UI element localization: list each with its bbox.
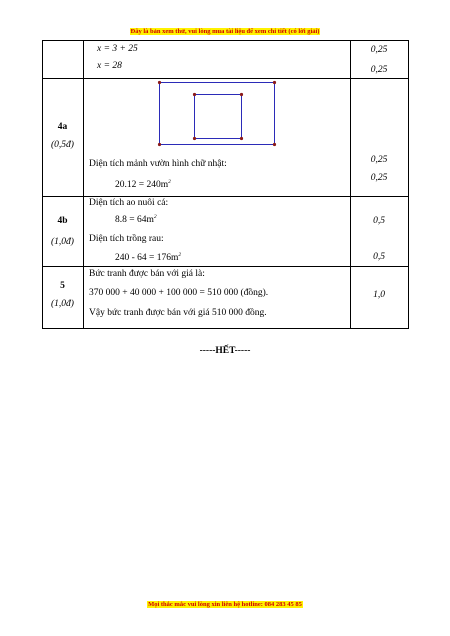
question-number: 5	[60, 281, 65, 291]
corner-point	[240, 93, 243, 96]
answer-text: Diện tích ao nuôi cá:	[89, 198, 169, 208]
answer-formula	[115, 253, 181, 264]
corner-point	[193, 93, 196, 96]
corner-point	[193, 137, 196, 140]
formula-text: 20.12 = 240m	[115, 180, 169, 191]
formula-text: 8.8 = 64m	[115, 215, 154, 226]
score: 0,25	[370, 65, 388, 75]
answer-formula	[115, 215, 157, 226]
contact-banner-text: Mọi thắc mắc vui lòng xin liên hệ hotline: 084 283 45 85	[148, 601, 302, 608]
table-row-divider	[42, 266, 408, 267]
pond-rectangle	[195, 95, 242, 139]
question-number: 4a	[57, 122, 68, 132]
score: 0,25	[370, 45, 388, 55]
garden-diagram	[150, 76, 284, 152]
corner-point	[158, 143, 161, 146]
question-points: (1,0đ)	[51, 237, 74, 247]
question-points: (1,0đ)	[51, 299, 74, 309]
corner-point	[240, 137, 243, 140]
answer-text: Diện tích mảnh vườn hình chữ nhật:	[89, 159, 227, 169]
answer-text: Vậy bức tranh được bán với giá 510 000 đồng.	[89, 308, 267, 318]
corner-point	[273, 143, 276, 146]
formula-exponent: 2	[168, 179, 171, 185]
formula-text: 240 - 64 = 176m	[115, 253, 179, 264]
answer-formula	[115, 180, 171, 191]
preview-banner-text: Đây là bản xem thử, vui lòng mua tài liệu để xem chi tiết (có lời giải)	[130, 28, 320, 35]
table-border	[408, 40, 409, 329]
question-points: (0,5đ)	[51, 140, 74, 150]
table-border	[42, 40, 408, 41]
table-column-divider	[83, 40, 84, 329]
answer-formula	[89, 289, 268, 299]
score: 0,25	[370, 173, 388, 183]
formula-exponent: 2	[153, 214, 157, 220]
score: 1,0	[373, 290, 385, 300]
table-border	[42, 328, 408, 329]
end-mark: -----HẾT-----	[199, 346, 251, 356]
preview-banner	[0, 28, 450, 35]
equation-line: x = 28	[97, 61, 122, 71]
table-row-divider	[42, 196, 408, 197]
garden-rectangle	[160, 83, 275, 145]
score: 0,25	[370, 155, 388, 165]
score: 0,5	[373, 216, 385, 226]
table-column-divider	[350, 40, 351, 329]
answer-text: Diện tích trồng rau:	[89, 234, 164, 244]
formula-exponent: 2	[178, 252, 182, 258]
answer-text: Bức tranh được bán với giá là:	[89, 269, 205, 279]
formula-unit: (đồng).	[240, 288, 269, 298]
formula-text: 370 000 + 40 000 + 100 000 = 510 000	[89, 288, 239, 298]
score: 0,5	[373, 252, 385, 262]
equation-line: x = 3 + 25	[97, 44, 138, 54]
corner-point	[273, 81, 276, 84]
corner-point	[158, 81, 161, 84]
question-number: 4b	[57, 216, 68, 226]
contact-banner	[0, 601, 450, 608]
